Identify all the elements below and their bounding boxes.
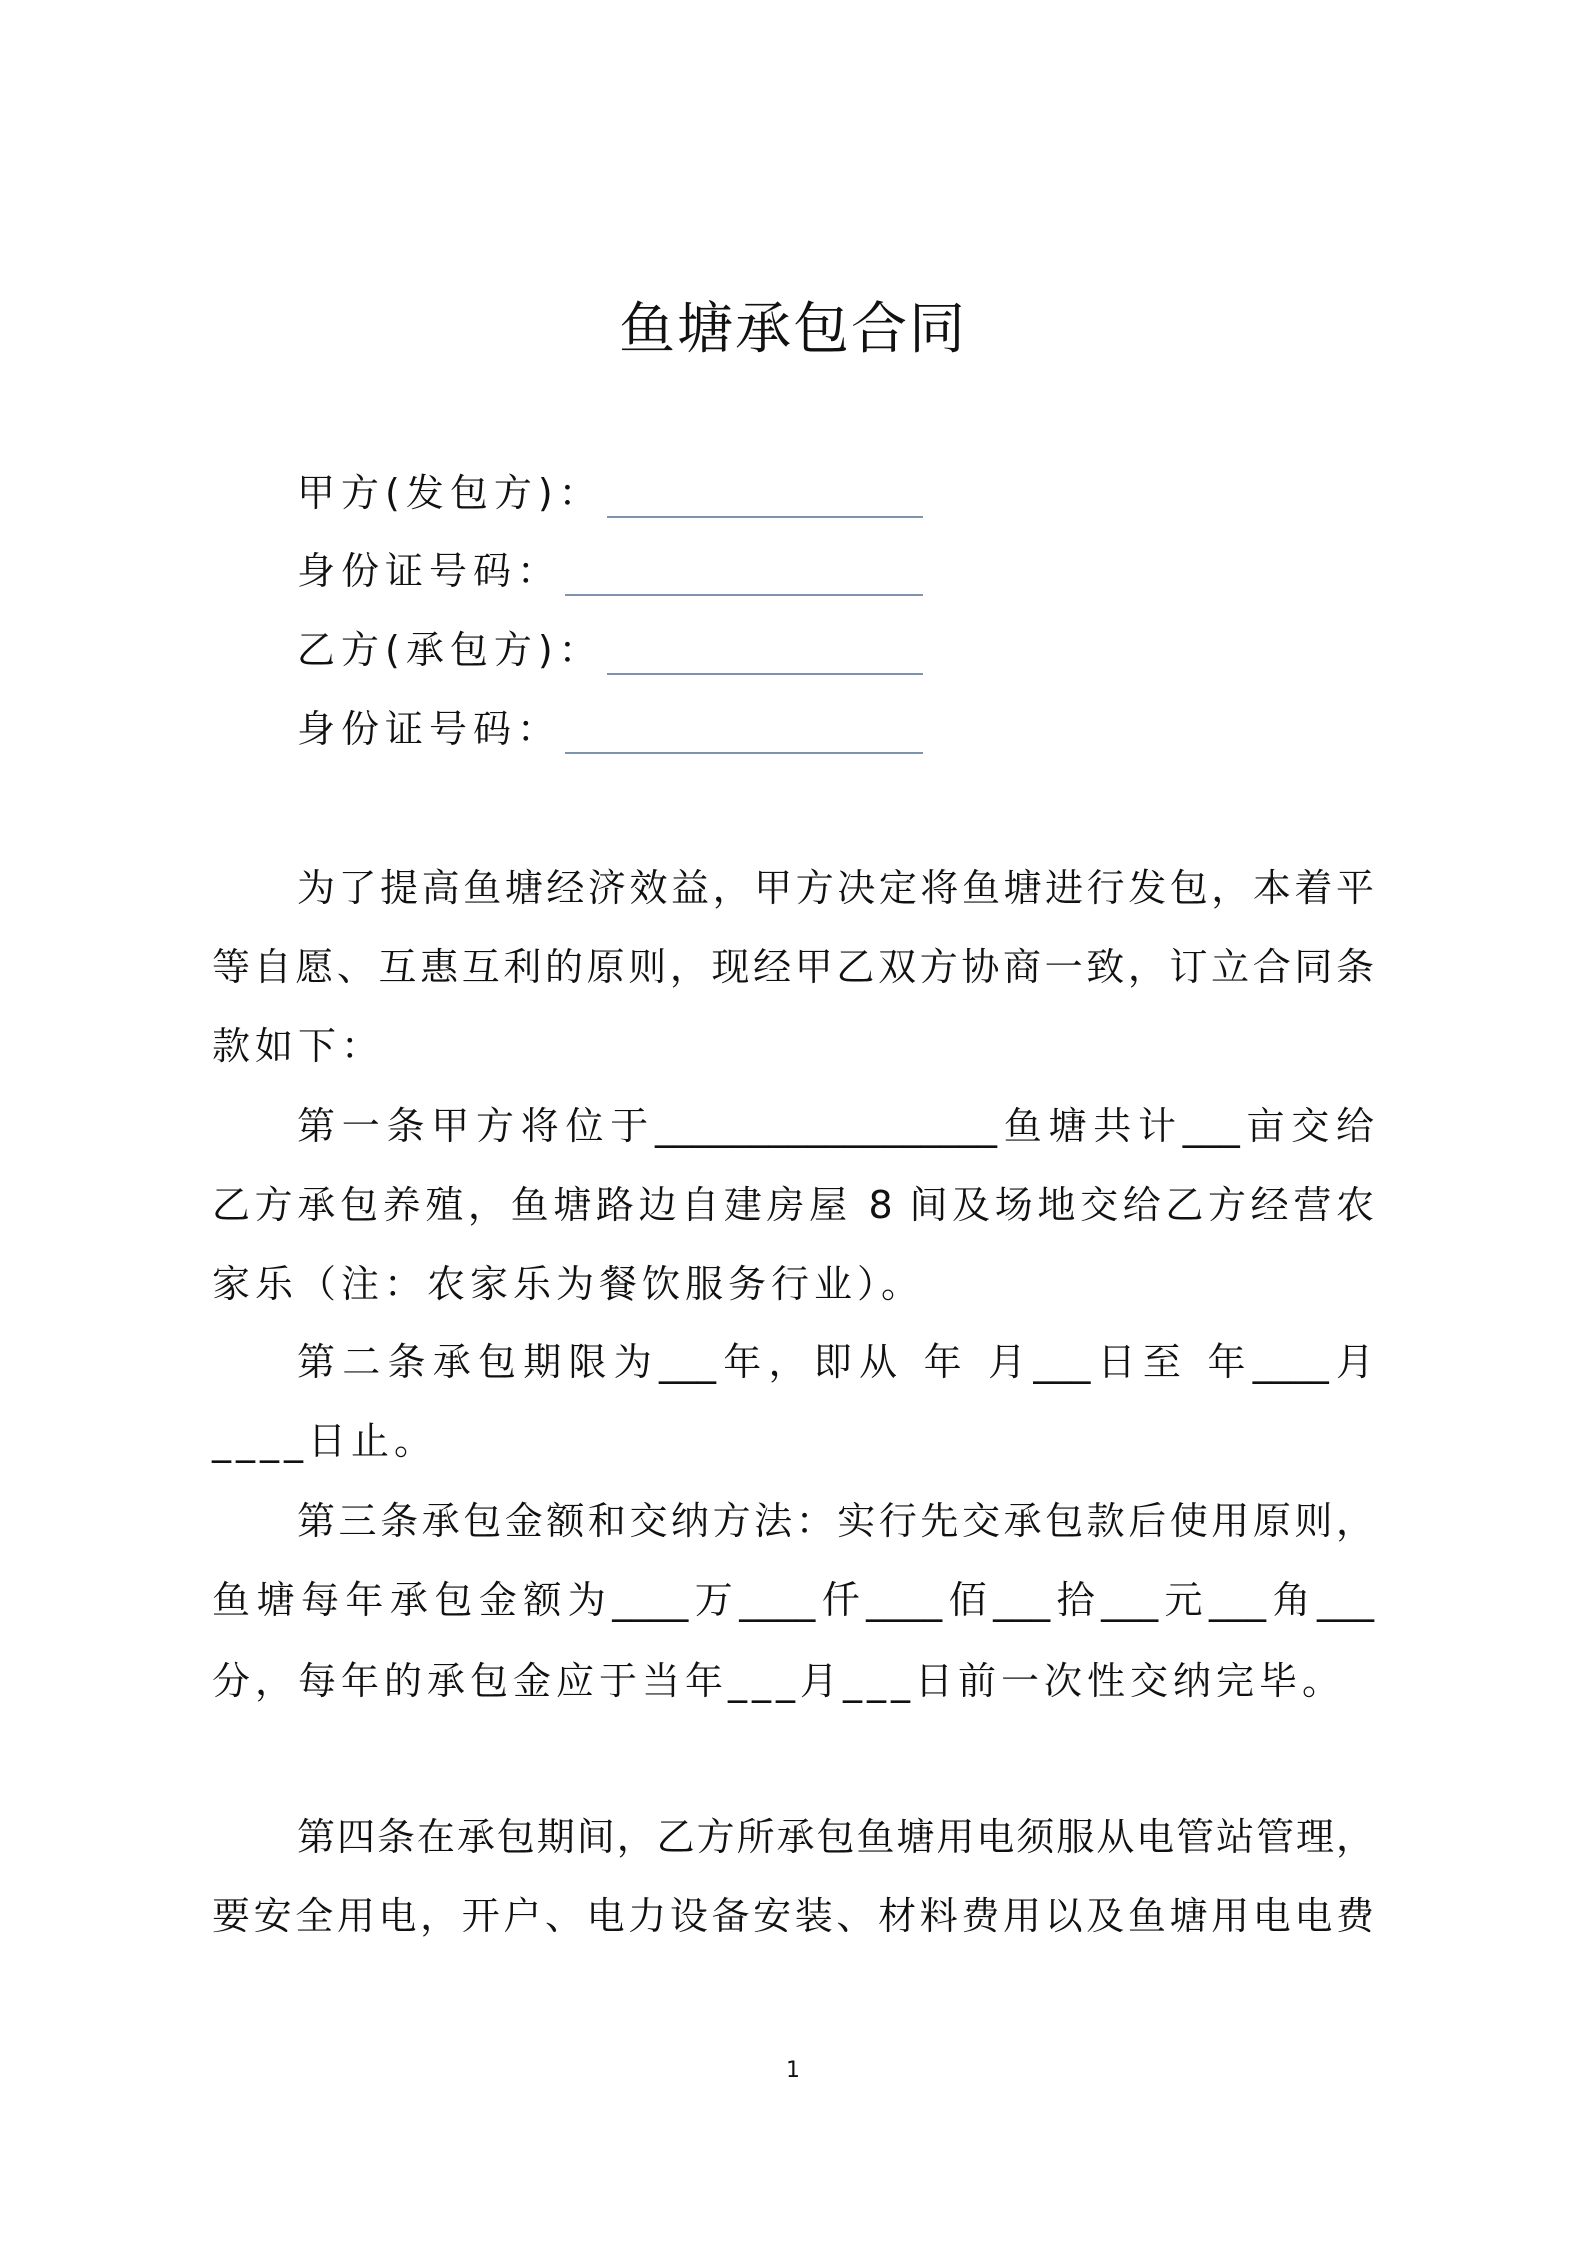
body-line: 分，每年的承包金应于当年___月___日前一次性交纳完毕。 [212, 1659, 1346, 1703]
body-line: 第三条承包金额和交纳方法：实行先交承包款后使用原则， [297, 1499, 1374, 1543]
field-label: 乙方(承包方)： [297, 628, 603, 672]
party-b-id-field [297, 704, 923, 754]
body-line: 乙方承包养殖，鱼塘路边自建房屋 8 间及场地交给乙方经营农 [212, 1183, 1374, 1227]
blank-line [607, 635, 923, 675]
blank-line [565, 714, 923, 754]
field-label: 身份证号码： [297, 549, 562, 593]
body-line: 要安全用电，开户、电力设备安装、材料费用以及鱼塘用电电费 [212, 1894, 1374, 1938]
body-line: 第二条承包期限为___年，即从 年 月___日至 年____月 [297, 1340, 1374, 1384]
field-label: 甲方(发包方)： [297, 471, 603, 515]
body-line: ____日止。 [212, 1419, 438, 1463]
blank-line [565, 556, 923, 596]
body-line: 等自愿、互惠互利的原则，现经甲乙双方协商一致，订立合同条 [212, 945, 1374, 989]
field-label: 身份证号码： [297, 707, 562, 751]
body-line: 为了提高鱼塘经济效益，甲方决定将鱼塘进行发包，本着平 [297, 866, 1374, 910]
body-line: 第四条在承包期间，乙方所承包鱼塘用电须服从电管站管理， [297, 1815, 1374, 1859]
document-title: 鱼塘承包合同 [619, 297, 967, 362]
party-a-id-field [297, 546, 923, 596]
blank-line [607, 478, 923, 518]
page-number: 1 [786, 2058, 800, 2083]
party-b-field [297, 625, 923, 675]
body-line: 家乐（注：农家乐为餐饮服务行业）。 [212, 1262, 925, 1306]
body-line: 鱼塘每年承包金额为____万____仟____佰___拾___元___角___ [212, 1578, 1374, 1622]
party-a-field [297, 468, 923, 518]
body-line: 第一条甲方将位于__________________鱼塘共计___亩交给 [297, 1104, 1374, 1148]
body-line: 款如下： [212, 1024, 385, 1068]
